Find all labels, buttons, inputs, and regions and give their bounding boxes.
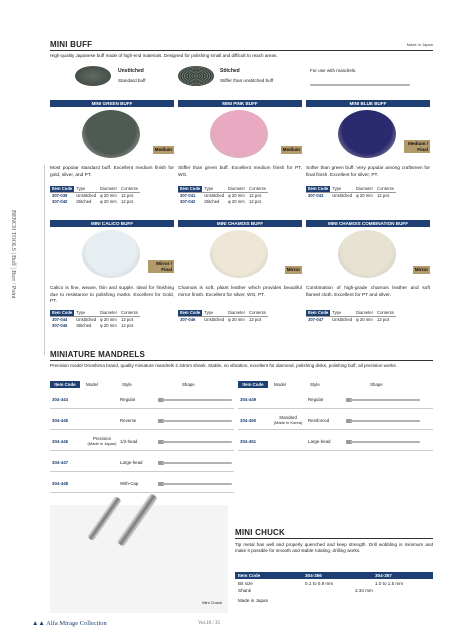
buff-image [82,230,140,278]
spec-header: Diameter [100,310,118,315]
table-row [306,193,396,200]
spec-header: Contents [249,310,266,315]
spec-cell: Unstitched [76,193,97,198]
buff-spec-table [178,310,268,323]
mandrel-code: 304-445 [52,418,69,423]
finish-badge: Medium [282,147,300,152]
spec-cell: 12 pcs [249,193,262,198]
table-row [50,199,140,205]
mandrel-row [50,416,234,430]
mandrel-style: With-Cap [120,481,139,486]
buff-image [210,230,268,278]
mandrel-shape [350,441,420,443]
spec-cell: Unstitched [204,317,225,322]
spec-header: Type [330,310,354,317]
col-header-code: Item Code [238,381,268,388]
spec-cell: φ 20 mm [100,317,117,322]
spec-cell: φ 20 mm [100,199,117,204]
buff-spec-table [50,310,140,329]
row-divider [238,450,433,451]
spec-cell: 12 pcs [121,323,134,328]
spec-cell: φ 20 mm [228,193,245,198]
buff-card [306,220,430,335]
chuck-table-header [235,572,433,579]
chuck-row-bitsize-label: Bit size [238,581,253,586]
chuck-col-code: Item Code [238,573,261,578]
mandrel-shape [162,483,232,485]
spec-cell: 12 pcs [249,199,262,204]
mandrel-row [50,479,234,493]
model-origin: (Made in Japan) [87,441,117,446]
mandrel-style: 1/2-head [120,439,138,444]
spec-cell: 307-043 [308,193,324,198]
mandrel-code: 304-446 [52,439,69,444]
spec-header: Diameter [356,186,374,191]
mandrel-shape [350,399,420,401]
mandrel-code: 304-447 [52,460,69,465]
mandrel-shape [162,441,232,443]
spec-cell: Unstitched [204,193,225,198]
row-divider [238,408,433,409]
chuck-1 [87,496,122,542]
chuck-image [50,505,228,613]
spec-cell: Unstitched [332,193,353,198]
spec-cell: 12 pcs [249,317,262,322]
spec-header: Contents [377,186,394,191]
finish-badge: Mirror / Final [148,260,174,273]
chuck-row-bitsize-357: 1.0 to 1.5 mm [375,581,404,586]
model-name: Standard [279,415,297,420]
mandrel-style: Large-head [308,439,331,444]
spec-cell: φ 20 mm [228,199,245,204]
brand-logo-icon: ▲▲ [32,620,45,627]
spec-cell: 307-039 [52,193,68,198]
spec-cell: φ 20 mm [356,193,373,198]
spec-cell: 12 pcs [121,193,134,198]
mandrel-row [50,437,234,451]
unstitched-buff-image [75,66,111,86]
spec-cell: Stitched [76,199,92,204]
spec-header: Contents [121,310,138,315]
spec-header: Contents [377,310,394,315]
mandrel-code: 304-450 [240,418,257,423]
mandrel-style: Reverse [120,418,137,423]
spec-header: Item Code [180,310,201,315]
mandrel-code: 304-444 [52,397,69,402]
row-divider [50,450,234,451]
stitched-label: Stitched [220,68,240,74]
chuck-col-356: 304-356 [305,573,322,578]
table-row [50,323,140,329]
buff-image [210,110,268,158]
chuck-row-bitsize-356: 0.1 to 0.9 mm [305,581,334,586]
page-title: MINI BUFF [50,40,93,49]
col-header-shape: Shape [370,382,383,387]
buff-spec-table [50,186,140,205]
spec-cell: 307-044 [52,317,68,322]
buff-card [306,100,430,215]
spec-header: Item Code [52,310,73,315]
buff-spec-table [178,186,268,205]
finish-badge: Mirror [414,267,428,272]
spec-header: Item Code [308,310,329,315]
mandrel-row [238,416,433,430]
spec-cell: Stitched [76,323,92,328]
buff-image [338,230,396,278]
mandrel-note: For use with mandrels. [310,68,357,73]
chuck-caption: Mini Chuck [202,600,222,605]
mandrel-row [238,395,433,409]
buff-bar: MINI GREEN BUFF [50,100,174,107]
row-divider [238,429,433,430]
buff-card [50,220,174,335]
buff-bar: MINI CHAMOIS BUFF [178,220,302,227]
chuck-title: MINI CHUCK [235,528,285,537]
buff-bar: MINI BLUE BUFF [306,100,430,107]
spec-header: Diameter [100,186,118,191]
buff-spec-table [306,310,396,323]
spec-cell: 307-041 [180,193,196,198]
spec-header: Contents [121,186,138,191]
mandrel-shape [162,399,232,401]
buff-desc: Combination of high-grade chamois leather and soft flannel cloth. Excellent for PT and silver. [306,286,430,298]
mandrel-row [50,395,234,409]
sidebar [6,210,16,360]
title-rule [50,50,433,51]
buff-desc: Calico is fine, weave, thin and supple. Ideal for finishing due to resistance to polishing marks. Excellent for Gold, PT. [50,286,174,305]
spec-header: Type [74,186,98,193]
buff-desc: Chamois is soft, pliant leather which provides beautiful mirror finish. Excellent for silver, WG, PT. [178,286,302,298]
spec-header: Diameter [356,310,374,315]
unstitched-label: Unstitched [118,68,144,74]
row-divider [50,408,234,409]
chuck-2 [116,493,158,547]
buff-desc: Most popular standard buff. Excellent medium finish for gold, silver, and PT. [50,166,174,178]
table-row [178,199,268,205]
spec-header: Item Code [52,186,73,191]
spec-header: Diameter [228,310,246,315]
unstitched-desc: Standard buff [118,78,146,83]
col-header-model: Model [86,382,98,387]
mandrel-shape [350,420,420,422]
mandrel-sample-image [310,84,410,86]
buff-image [82,110,140,158]
sidebar-divider [44,165,45,355]
finish-badge: Mirror [286,267,300,272]
mandrel-style: Regular [120,397,136,402]
table-row [178,317,268,324]
brand-name: Alfa Mirage Collection [46,620,107,627]
spec-cell: 307-040 [52,199,68,204]
col-header-style: Style [122,382,132,387]
mandrels-title: MINIATURE MANDRELS [50,350,146,359]
mandrel-row [50,458,234,472]
spec-cell: 12 pcs [377,317,390,322]
finish-badge: Medium / Final [404,140,430,153]
row-divider [50,492,234,493]
spec-header: Item Code [308,186,329,191]
intro-text: High-quality Japanese buff made of high-end materials. Designed for polishing small and difficult to reach areas. [50,53,278,58]
buff-spec-table [306,186,396,199]
col-header-shape: Shape [182,382,195,387]
spec-cell: 12 pcs [121,317,134,322]
spec-cell: Stitched [204,199,220,204]
col-header-model: Model [274,382,286,387]
buff-card [178,100,302,215]
buff-card [50,100,174,215]
mandrel-row [238,437,433,451]
spec-cell: 307-045 [52,323,68,328]
spec-header: Type [202,310,226,317]
page-number: Vol.10 / 35 [198,621,220,626]
mandrels-rule [50,360,433,361]
buff-desc: Stiffer than green buff. Excellent medium finish for PT, WG. [178,166,302,178]
model-origin: (Made in Korea) [273,420,303,425]
col-header-code: Item Code [50,381,80,388]
spec-cell: 12 pcs [121,199,134,204]
buff-image [338,110,396,158]
spec-cell: φ 20 mm [228,317,245,322]
chuck-col-357: 304-357 [375,573,392,578]
mandrel-code: 304-448 [52,481,69,486]
spec-header: Type [74,310,98,317]
stitched-buff-image [178,66,214,86]
spec-cell: 307-047 [308,317,324,322]
spec-cell: φ 20 mm [100,323,117,328]
mandrels-intro: Precision model Onoshima brand, quality miniature mandrels 2.34mm shank. Stable, no vibration, excellent for diamond, polishing disks, polishing buff, all precision works. [50,363,397,368]
spec-header: Diameter [228,186,246,191]
chuck-row-shank-label: Shank [238,588,252,593]
mandrel-code: 304-449 [240,397,257,402]
finish-badge: Medium [154,147,172,152]
stitched-desc: Stiffer than unstitched buff [220,78,274,83]
mandrel-style: Large-head [120,460,143,465]
spec-cell: φ 20 mm [100,193,117,198]
buff-card [178,220,302,335]
chuck-row-shank-value: 2.34 mm [355,588,373,593]
row-divider [50,471,234,472]
spec-header: Type [330,186,354,193]
mandrel-shape [162,420,232,422]
row-divider [50,429,234,430]
mandrel-style: Regular [308,397,324,402]
mandrel-code: 304-451 [240,439,257,444]
spec-cell: 307-042 [180,199,196,204]
spec-header: Type [202,186,226,193]
spec-cell: 12 pcs [377,193,390,198]
buff-bar: MINI CHAMOIS COMBINATION BUFF [306,220,430,227]
chuck-rule [235,538,433,539]
spec-header: Item Code [180,186,201,191]
spec-cell: φ 20 mm [356,317,373,322]
chuck-desc: Tip metal has well and properly quenched and keep strength. Drill wobbling is minimum and make it possible for smooth and stable rotating, drilling works. [235,542,433,553]
table-row [306,317,396,324]
chuck-origin: Made in Japan [238,598,269,603]
made-in-tag: Made in Japan [406,42,433,47]
buff-bar: MINI CALICO BUFF [50,220,174,227]
buff-desc: Softer than green buff. Very popular among craftsmen for final finish. Excellent for silver, PT. [306,166,430,178]
sidebar-text: BENCH TOOLS | Buff | Burr / Point [10,210,16,299]
model-name: Precision [92,436,112,441]
spec-header: Contents [249,186,266,191]
col-header-style: Style [310,382,320,387]
mandrel-style: Reinforced [308,418,330,423]
mandrel-shape [162,462,232,464]
buff-bar: MINI PINK BUFF [178,100,302,107]
spec-cell: Unstitched [76,317,97,322]
spec-cell: Unstitched [332,317,353,322]
spec-cell: 307-046 [180,317,196,322]
footer-brand [32,620,107,627]
